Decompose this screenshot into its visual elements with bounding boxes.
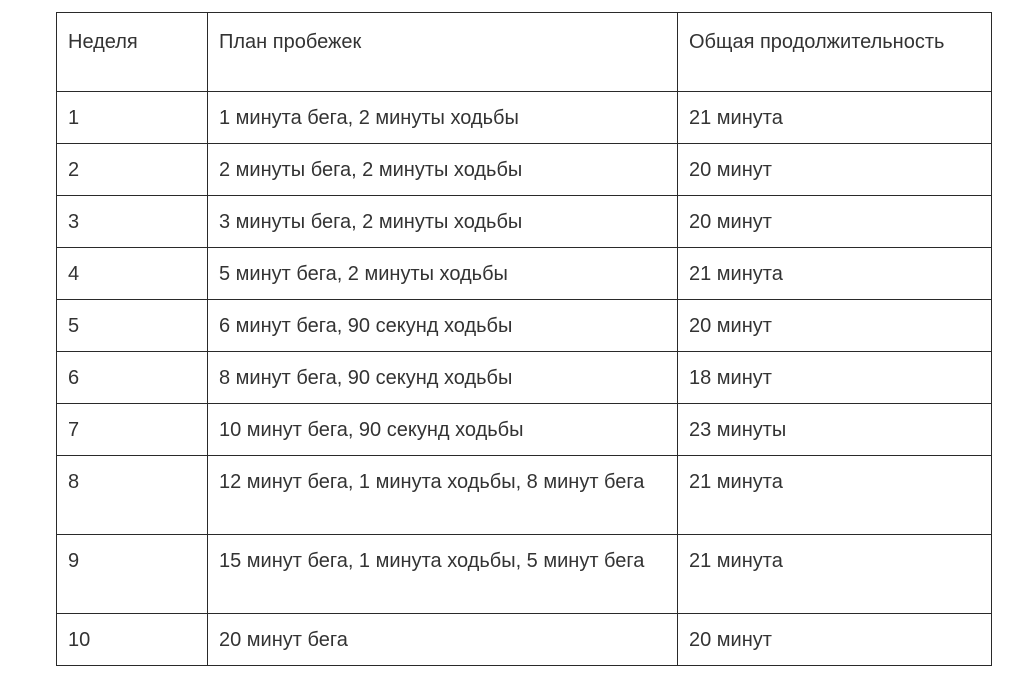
cell-week: 1 xyxy=(57,92,208,144)
table-row xyxy=(57,144,992,196)
cell-plan: 15 минут бега, 1 минута ходьбы, 5 минут бега xyxy=(208,535,678,614)
cell-total: 20 минут xyxy=(678,614,992,666)
cell-total: 20 минут xyxy=(678,300,992,352)
cell-plan: 8 минут бега, 90 секунд ходьбы xyxy=(208,352,678,404)
cell-total: 21 минута xyxy=(678,248,992,300)
running-plan-table xyxy=(56,12,992,666)
cell-week: 2 xyxy=(57,144,208,196)
cell-week: 10 xyxy=(57,614,208,666)
table-row xyxy=(57,92,992,144)
cell-week: 3 xyxy=(57,196,208,248)
table-row xyxy=(57,352,992,404)
table-row xyxy=(57,456,992,535)
cell-total: 20 минут xyxy=(678,196,992,248)
header-week: Неделя xyxy=(57,13,208,92)
table-row xyxy=(57,614,992,666)
table-row xyxy=(57,248,992,300)
table-row xyxy=(57,404,992,456)
cell-week: 8 xyxy=(57,456,208,535)
cell-total: 21 минута xyxy=(678,535,992,614)
cell-total: 23 минуты xyxy=(678,404,992,456)
cell-week: 9 xyxy=(57,535,208,614)
cell-plan: 6 минут бега, 90 секунд ходьбы xyxy=(208,300,678,352)
cell-plan: 20 минут бега xyxy=(208,614,678,666)
cell-total: 20 минут xyxy=(678,144,992,196)
cell-plan: 3 минуты бега, 2 минуты ходьбы xyxy=(208,196,678,248)
cell-plan: 2 минуты бега, 2 минуты ходьбы xyxy=(208,144,678,196)
cell-total: 21 минута xyxy=(678,456,992,535)
header-total-duration: Общая продолжительность xyxy=(678,13,992,92)
table-row xyxy=(57,300,992,352)
cell-plan: 10 минут бега, 90 секунд ходьбы xyxy=(208,404,678,456)
cell-plan: 1 минута бега, 2 минуты ходьбы xyxy=(208,92,678,144)
cell-plan: 12 минут бега, 1 минута ходьбы, 8 минут бега xyxy=(208,456,678,535)
cell-week: 4 xyxy=(57,248,208,300)
cell-total: 21 минута xyxy=(678,92,992,144)
header-plan: План пробежек xyxy=(208,13,678,92)
table-header-row xyxy=(57,13,992,92)
cell-week: 6 xyxy=(57,352,208,404)
table-row xyxy=(57,196,992,248)
table-row xyxy=(57,535,992,614)
cell-week: 7 xyxy=(57,404,208,456)
cell-plan: 5 минут бега, 2 минуты ходьбы xyxy=(208,248,678,300)
cell-week: 5 xyxy=(57,300,208,352)
running-plan-table-container xyxy=(56,12,991,666)
cell-total: 18 минут xyxy=(678,352,992,404)
